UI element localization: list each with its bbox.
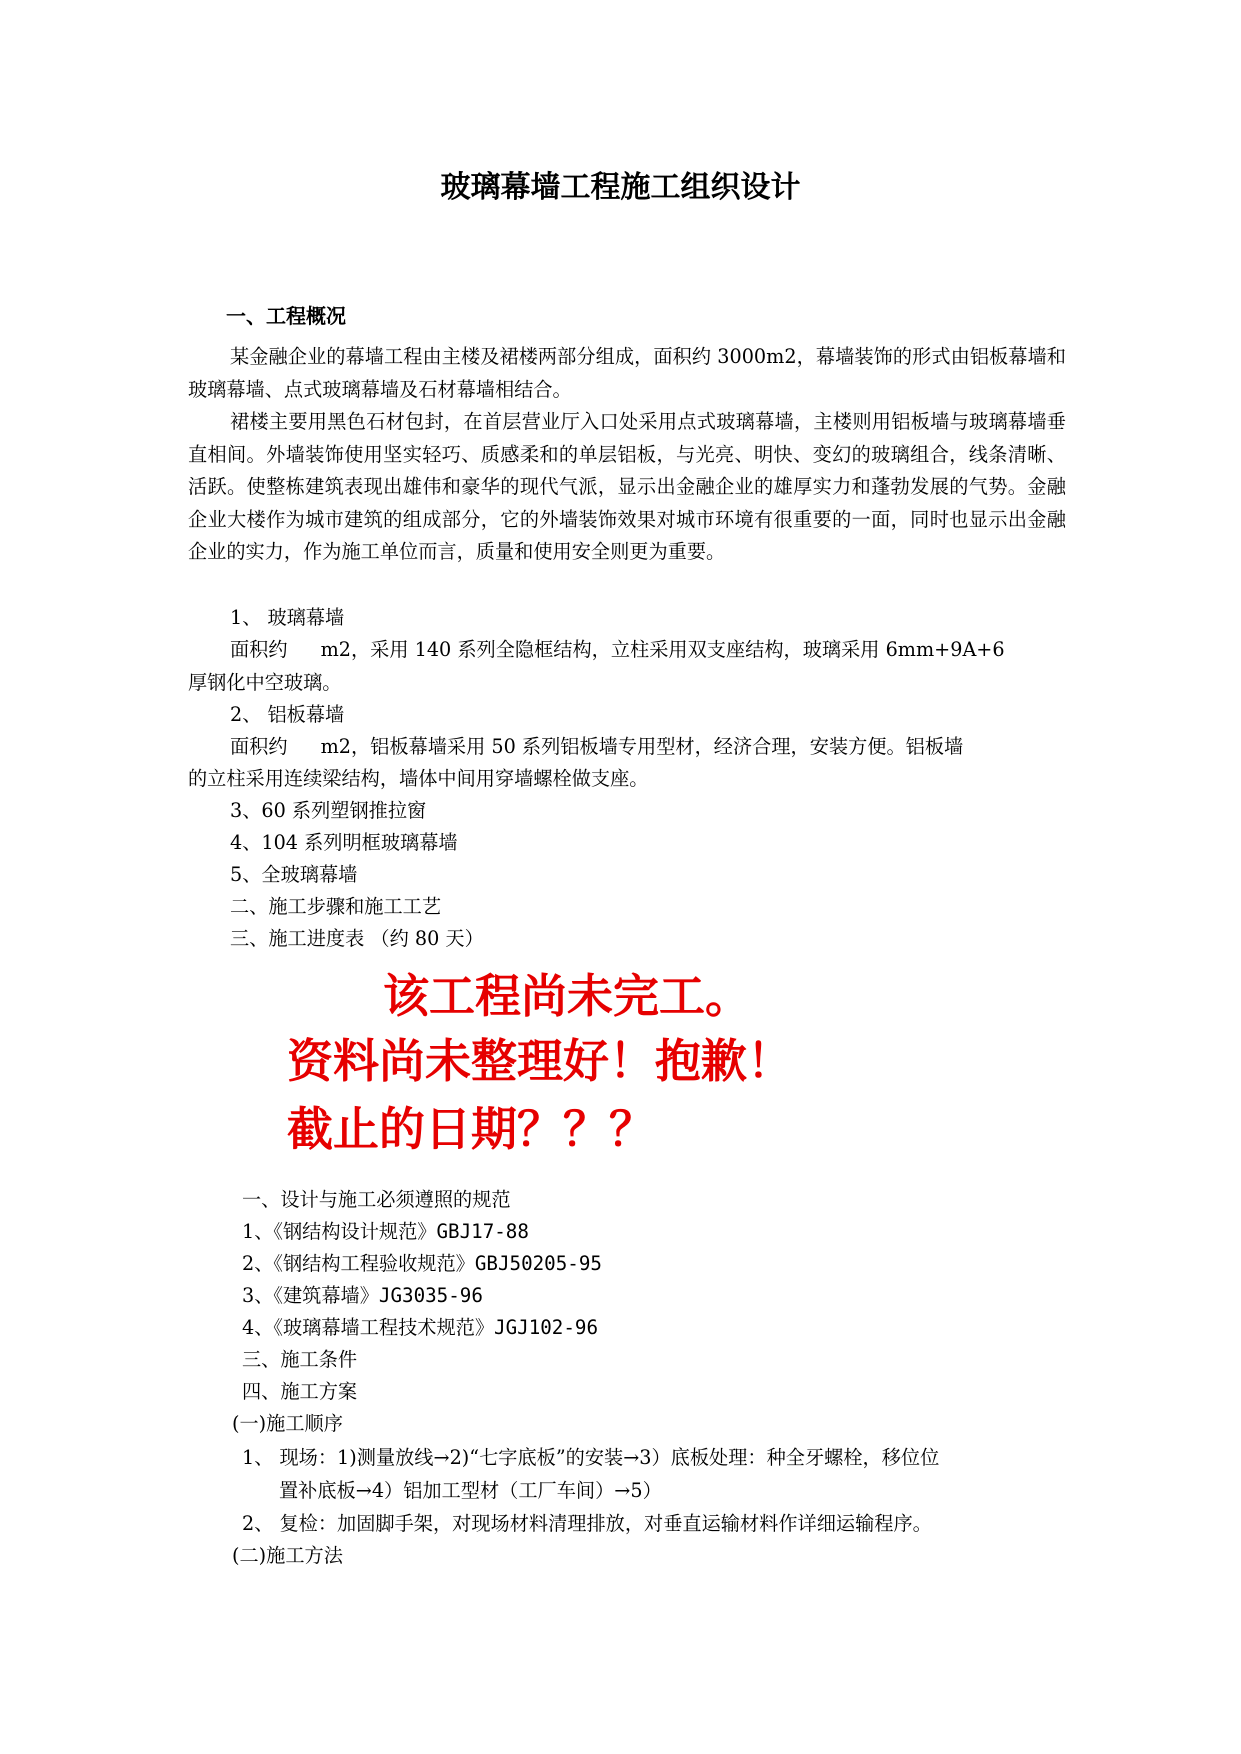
section-heading-conditions: 三、施工条件 [242,1348,358,1371]
subsection-heading-method: (二)施工方法 [232,1544,343,1567]
area-label: 面积约 [230,735,288,758]
item-aluminum-panel-cont: 的立柱采用连续梁结构，墙体中间用穿墙螺栓做支座。 [188,767,649,790]
paragraph-overview-1: 某金融企业的幕墙工程由主楼及裙楼两部分组成，面积约 3000m2，幕墙装饰的形式由铝板幕墙和玻璃幕墙、点式玻璃幕墙及石材幕墙相结合。 [188,345,1066,401]
item-aluminum-panel-text: m2，铝板幕墙采用 50 系列铝板墙专用型材，经济合理，安装方便。铝板墙 [320,735,964,758]
standard-code: GBJ50205-95 [474,1252,602,1275]
item-full-glass-wall: 5、全玻璃幕墙 [230,863,358,886]
document-title: 玻璃幕墙工程施工组织设计 [440,170,801,205]
notice-line-3: 截止的日期？？？ [287,1102,655,1156]
item-aluminum-panel-title: 2、 铝板幕墙 [230,703,345,726]
standard-name: 4、《玻璃幕墙工程技术规范》 [242,1316,495,1339]
item-glass-curtain-wall-line [230,640,1005,659]
subsection-heading-order: (一)施工顺序 [232,1412,343,1435]
section-heading-plan: 四、施工方案 [242,1380,358,1403]
standard-item-3 [242,1286,483,1305]
item-sliding-window: 3、60 系列塑钢推拉窗 [230,799,427,822]
section-heading-overview: 一、工程概况 [226,304,346,328]
area-label: 面积约 [230,638,288,661]
standard-code: GBJ17-88 [436,1220,529,1243]
item-aluminum-panel-line [230,737,963,756]
standard-name: 2、《钢结构工程验收规范》 [242,1252,475,1275]
standards-heading: 一、设计与施工必须遵照的规范 [242,1188,511,1211]
section-heading-schedule: 三、施工进度表 （约 80 天） [230,927,484,950]
item-glass-curtain-wall-title: 1、 玻璃幕墙 [230,606,345,629]
item-exposed-frame-wall: 4、104 系列明框玻璃幕墙 [230,831,458,854]
order-step-2: 2、 复检：加固脚手架，对现场材料清理排放，对垂直运输材料作详细运输程序。 [242,1512,932,1535]
standard-item-2 [242,1254,602,1273]
standard-code: JGJ102-96 [494,1316,599,1339]
notice-line-1: 该工程尚未完工。 [383,969,751,1023]
order-step-1-line-2: 置补底板→4）铝加工型材（工厂车间）→5） [279,1479,662,1502]
notice-line-2: 资料尚未整理好！抱歉！ [287,1034,793,1088]
standard-item-1 [242,1222,529,1241]
section-heading-steps: 二、施工步骤和施工工艺 [230,895,442,918]
order-step-1-line-1: 1、 现场：1)测量放线→2)“七字底板”的安装→3）底板处理：种全牙螺栓，移位位 [242,1446,940,1469]
paragraph-overview-2: 裙楼主要用黑色石材包封，在首层营业厅入口处采用点式玻璃幕墙，主楼则用铝板墙与玻璃幕墙垂直相间。外墙装饰使用坚实轻巧、质感柔和的单层铝板，与光亮、明快、变幻的玻璃组合，线条清晰、活跃。使整栋建筑表现出雄伟和豪华的现代气派，显示出金融企业的雄厚实力和蓬勃发展的气势。金融企业大楼作为城市建筑的组成部分，它的外墙装饰效果对城市环境有很重要的一面，同时也显示出金融企业的实力，作为施工单位而言，质量和使用安全则更为重要。 [188,410,1066,563]
standard-name: 3、《建筑幕墙》 [242,1284,379,1307]
item-glass-curtain-wall-cont: 厚钢化中空玻璃。 [188,671,342,694]
standard-name: 1、《钢结构设计规范》 [242,1220,437,1243]
standard-code: JG3035-96 [378,1284,483,1307]
standard-item-4 [242,1318,598,1337]
item-glass-curtain-wall-text: m2，采用 140 系列全隐框结构，立柱采用双支座结构，玻璃采用 6mm+9A+6 [320,638,1005,661]
